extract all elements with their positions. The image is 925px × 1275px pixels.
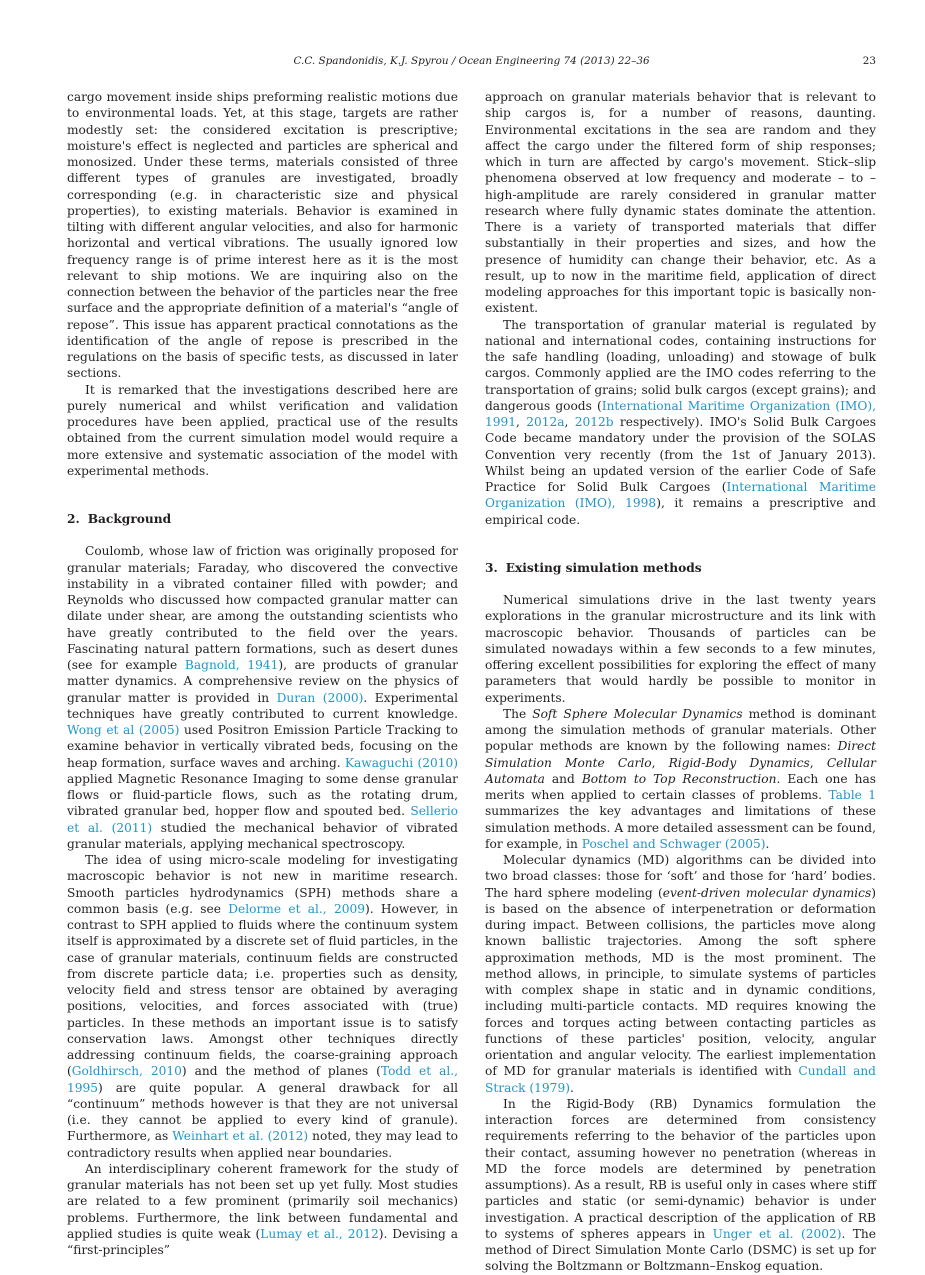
citation-link[interactable]: Unger et al. (2002) bbox=[712, 1226, 842, 1241]
paragraph: cargo movement inside ships preforming realistic motions due to environmental loads. Yet, at this stage, targets are rather modestly set: the considered excitation is prescriptive; moisture's effect is neglected and particles are spherical and monosized. Under these terms, materials consisted of three different types of granules are investigated, broadly corresponding (e.g. in characteristic size and physical properties), to existing materials. Behavior is examined in tilting with different angular velocities, and also for harmonic horizontal and vertical vibrations. The usually ignored low frequency range is of prime interest here as it is the most relevant to ship motions. We are inquiring also on the connection between the behavior of the particles near the free surface and the appropriate definition of a material's “angle of repose”. This issue has apparent practical connotations as the identification of the angle of repose is prescribed in the regulations on the basis of specific tests, as discussed in later sections. bbox=[67, 90, 458, 381]
text: , bbox=[651, 755, 669, 770]
text: respectively). IMO's Solid Bulk Cargoes Code became mandatory under the provision of the SOLAS Convention very recently (from the 1st of January 2013). Whilst being an updated version of the earlier Code of Safe Practice for Solid Bulk Cargoes ( bbox=[485, 415, 877, 494]
citation-link[interactable]: Poschel and Schwager (2005) bbox=[581, 836, 766, 851]
text: . The method of Direct Simulation Monte Carlo (DSMC) is set up for solving the Boltzmann or Boltzmann–Enskog equation. bbox=[485, 1226, 876, 1274]
paragraph bbox=[67, 1161, 458, 1259]
citation-link[interactable]: Cundall and Strack (1979) bbox=[485, 1064, 876, 1095]
paragraph bbox=[485, 706, 876, 852]
text: , bbox=[809, 755, 827, 770]
citation-link[interactable]: Weinhart et al. (2012) bbox=[172, 1129, 309, 1144]
citation-link[interactable]: Duran (2000) bbox=[276, 690, 364, 705]
citation-link[interactable]: International Maritime Organization (IMO), 1998 bbox=[485, 480, 876, 511]
text: , bbox=[564, 415, 575, 429]
text: . Each one has merits when applied to certain classes of problems. bbox=[485, 771, 876, 802]
paragraph: approach on granular materials behavior that is relevant to ship cargos is, for a number of reasons, daunting. Environmental excitations in the sea are random and they affect the cargo under the filtered form of ship responses; which in turn are affected by cargo's movement. Stick–slip phenomena observed at low frequency and moderate – to – high-amplitude are rarely considered in granular matter research where fully dynamic states dominate the attention. There is a variety of transported materials that differ substantially in their properties and sizes, and how the presence of humidity can change their behavior, etc. As a result, up to now in the maritime field, application of direct modeling approaches for this important topic is basically non-existent. bbox=[485, 90, 876, 316]
section-number: 2. bbox=[67, 512, 80, 526]
italic-term: event-driven molecular dynamics bbox=[662, 885, 872, 900]
citation-link[interactable]: Bagnold, 1941 bbox=[184, 658, 279, 672]
italic-term: Cellular Automata bbox=[485, 755, 877, 786]
text: ), are products of granular matter dynamics. A comprehensive review on the physics of granular matter is provided in bbox=[67, 658, 458, 705]
text: studied the mechanical behavior of vibrated granular materials, applying mechanical spectroscopy. bbox=[67, 820, 458, 851]
text: and bbox=[544, 771, 582, 786]
text: summarizes the key advantages and limitations of these simulation methods. A more detailed assessment can be found, for example, in bbox=[485, 804, 876, 851]
citation-link[interactable]: Kawaguchi (2010) bbox=[344, 755, 458, 770]
running-title: C.C. Spandonidis, K.J. Spyrou / Ocean Engineering 74 (2013) 22–36 bbox=[293, 55, 650, 67]
section-number: 3. bbox=[485, 560, 498, 575]
section-title: Background bbox=[87, 512, 172, 526]
table-link[interactable]: Table 1 bbox=[828, 788, 876, 802]
paragraph bbox=[67, 852, 458, 1161]
text: method is dominant among the simulation methods of granular materials. Other popular methods are known by the following names: bbox=[485, 706, 876, 754]
italic-term: Direct Simulation Monte Carlo bbox=[485, 739, 876, 770]
section-heading-background bbox=[67, 511, 458, 527]
paragraph: It is remarked that the investigations described here are purely numerical and whilst verification and validation procedures have been applied, practical use of the results obtained from the current simulation model would require a more extensive and systematic association of the model with experimental methods. bbox=[67, 382, 458, 478]
citation-link[interactable]: Lumay et al., 2012 bbox=[260, 1226, 379, 1241]
text: ) is based on the absence of interpenetration or deformation during impact. Between collisions, the particles move along known ballistic trajectories. Among the soft sphere approximation methods, MD is the most prominent. The method allows, in principle, to simulate systems of particles with complex shape in static and in dynamic conditions, including multi-particle contacts. MD requires knowing the forces and torques acting between contacting particles as functions of these particles' position, velocity, angular orientation and angular velocity. The earliest implementation of MD for granular materials is identified with bbox=[485, 885, 876, 1079]
paragraph bbox=[67, 543, 458, 852]
text: . Experimental techniques have greatly contributed to current knowledge. bbox=[67, 690, 458, 721]
text: ) and the method of planes ( bbox=[181, 1064, 381, 1079]
paragraph bbox=[485, 1096, 876, 1275]
text: The transportation of granular material is regulated by national and international codes, containing instructions for the safe handling (loading, unloading) and stowage of bulk cargos. Commonly applied are the IMO codes referring to the transportation of grains; solid bulk cargos (except grains); and dangerous goods ( bbox=[485, 317, 876, 413]
citation-link[interactable]: International Maritime Organization (IMO), 1991 bbox=[485, 398, 876, 429]
page-number: 23 bbox=[862, 55, 876, 67]
text: Molecular dynamics (MD) algorithms can be divided into two broad classes: those for ‘soft’ and those for ‘hard’ bodies. The hard sphere modeling ( bbox=[485, 853, 876, 900]
citation-link[interactable]: 2012b bbox=[574, 415, 614, 429]
left-column bbox=[67, 89, 458, 1258]
right-column bbox=[485, 89, 876, 1275]
text: Coulomb, whose law of friction was originally proposed for granular materials; Faraday, who discovered the convective instability in a vibrated container filled with powder; and Reynolds who discussed how compacted granular matter can dilate under shear, are among the outstanding scientists who have greatly contributed to the field over the years. Fascinating natural pattern formations, such as desert dunes (see for example bbox=[67, 544, 458, 672]
text: ). Devising a “first-principles” bbox=[67, 1226, 459, 1257]
text: The bbox=[503, 706, 533, 721]
text: ). However, in contrast to SPH applied to fluids where the continuum system itself is approximated by a discrete set of fluid particles, in the case of granular materials, continuum fields are constructed from discrete particle data; i.e. properties such as density, velocity field and stress tensor are obtained by averaging positions, velocities, and forces associated with (true) particles. In these methods an important issue is to satisfy conservation laws. Amongst other techniques directly addressing continuum fields, the coarse-graining approach ( bbox=[67, 901, 458, 1079]
text: applied Magnetic Resonance Imaging to some dense granular flows or fluid-particle flows, such as the rotating drum, vibrated granular bed, hopper flow and spouted bed. bbox=[67, 771, 458, 819]
text: noted, they may lead to contradictory results when applied near boundaries. bbox=[67, 1129, 458, 1160]
section-heading-simulation-methods bbox=[485, 560, 876, 576]
paragraph bbox=[485, 852, 876, 1096]
citation-link[interactable]: Delorme et al., 2009 bbox=[228, 901, 365, 916]
text: An interdisciplinary coherent framework for the study of granular materials has not been set up yet fully. Most studies are related to a few prominent (primarily soil mechanics) problems. Furthermore, the link between fundamental and applied studies is quite weak ( bbox=[67, 1161, 458, 1241]
italic-term: Rigid-Body Dynamics bbox=[668, 755, 810, 770]
text: In the Rigid-Body (RB) Dynamics formulation the interaction forces are determined from consistency requirements referring to the behavior of the particles upon their contact, assuming however no penetration (whereas in MD the force models are determined by penetration assumptions). As a result, RB is useful only in cases where stiff particles and static (or semi-dynamic) behavior is under investigation. A practical description of the application of RB to systems of spheres appears in bbox=[485, 1096, 876, 1241]
text: ), it remains a prescriptive and empirical code. bbox=[485, 496, 876, 527]
text: . bbox=[569, 1080, 574, 1095]
text: ) are quite popular. A general drawback for all “continuum” methods however is that they are not universal (i.e. they cannot be applied to every kind of granule). Furthermore, as bbox=[67, 1080, 458, 1144]
running-header bbox=[67, 55, 876, 71]
section-title: Existing simulation methods bbox=[505, 560, 702, 575]
text: used Positron Emission Particle Tracking to examine behavior in vertically vibrated beds, focusing on the heap formation, surface waves and arching. bbox=[67, 723, 459, 770]
text: , bbox=[516, 415, 527, 429]
citation-link[interactable]: 2012a bbox=[526, 415, 565, 429]
citation-link[interactable]: Wong et al (2005) bbox=[67, 723, 180, 737]
citation-link[interactable]: Todd et al., 1995 bbox=[67, 1064, 458, 1095]
citation-link[interactable]: Goldhirsch, 2010 bbox=[71, 1064, 182, 1079]
citation-link[interactable]: Sellerio et al. (2011) bbox=[67, 804, 458, 835]
text: . bbox=[765, 836, 770, 851]
italic-term: Bottom to Top Reconstruction bbox=[581, 771, 777, 786]
paragraph bbox=[485, 317, 876, 528]
paragraph: Numerical simulations drive in the last twenty years explorations in the granular microstructure and its link with macroscopic behavior. Thousands of particles can be simulated nowadays within a few seconds to a few minutes, offering excellent possibilities for exploring the effect of many parameters that would hardly be possible to monitor in experiments. bbox=[485, 593, 876, 705]
text: The idea of using micro-scale modeling for investigating macroscopic behavior is not new in maritime research. Smooth particles hydrodynamics (SPH) methods share a common basis (e.g. see bbox=[67, 853, 458, 916]
italic-term: Soft Sphere Molecular Dynamics bbox=[532, 706, 743, 721]
